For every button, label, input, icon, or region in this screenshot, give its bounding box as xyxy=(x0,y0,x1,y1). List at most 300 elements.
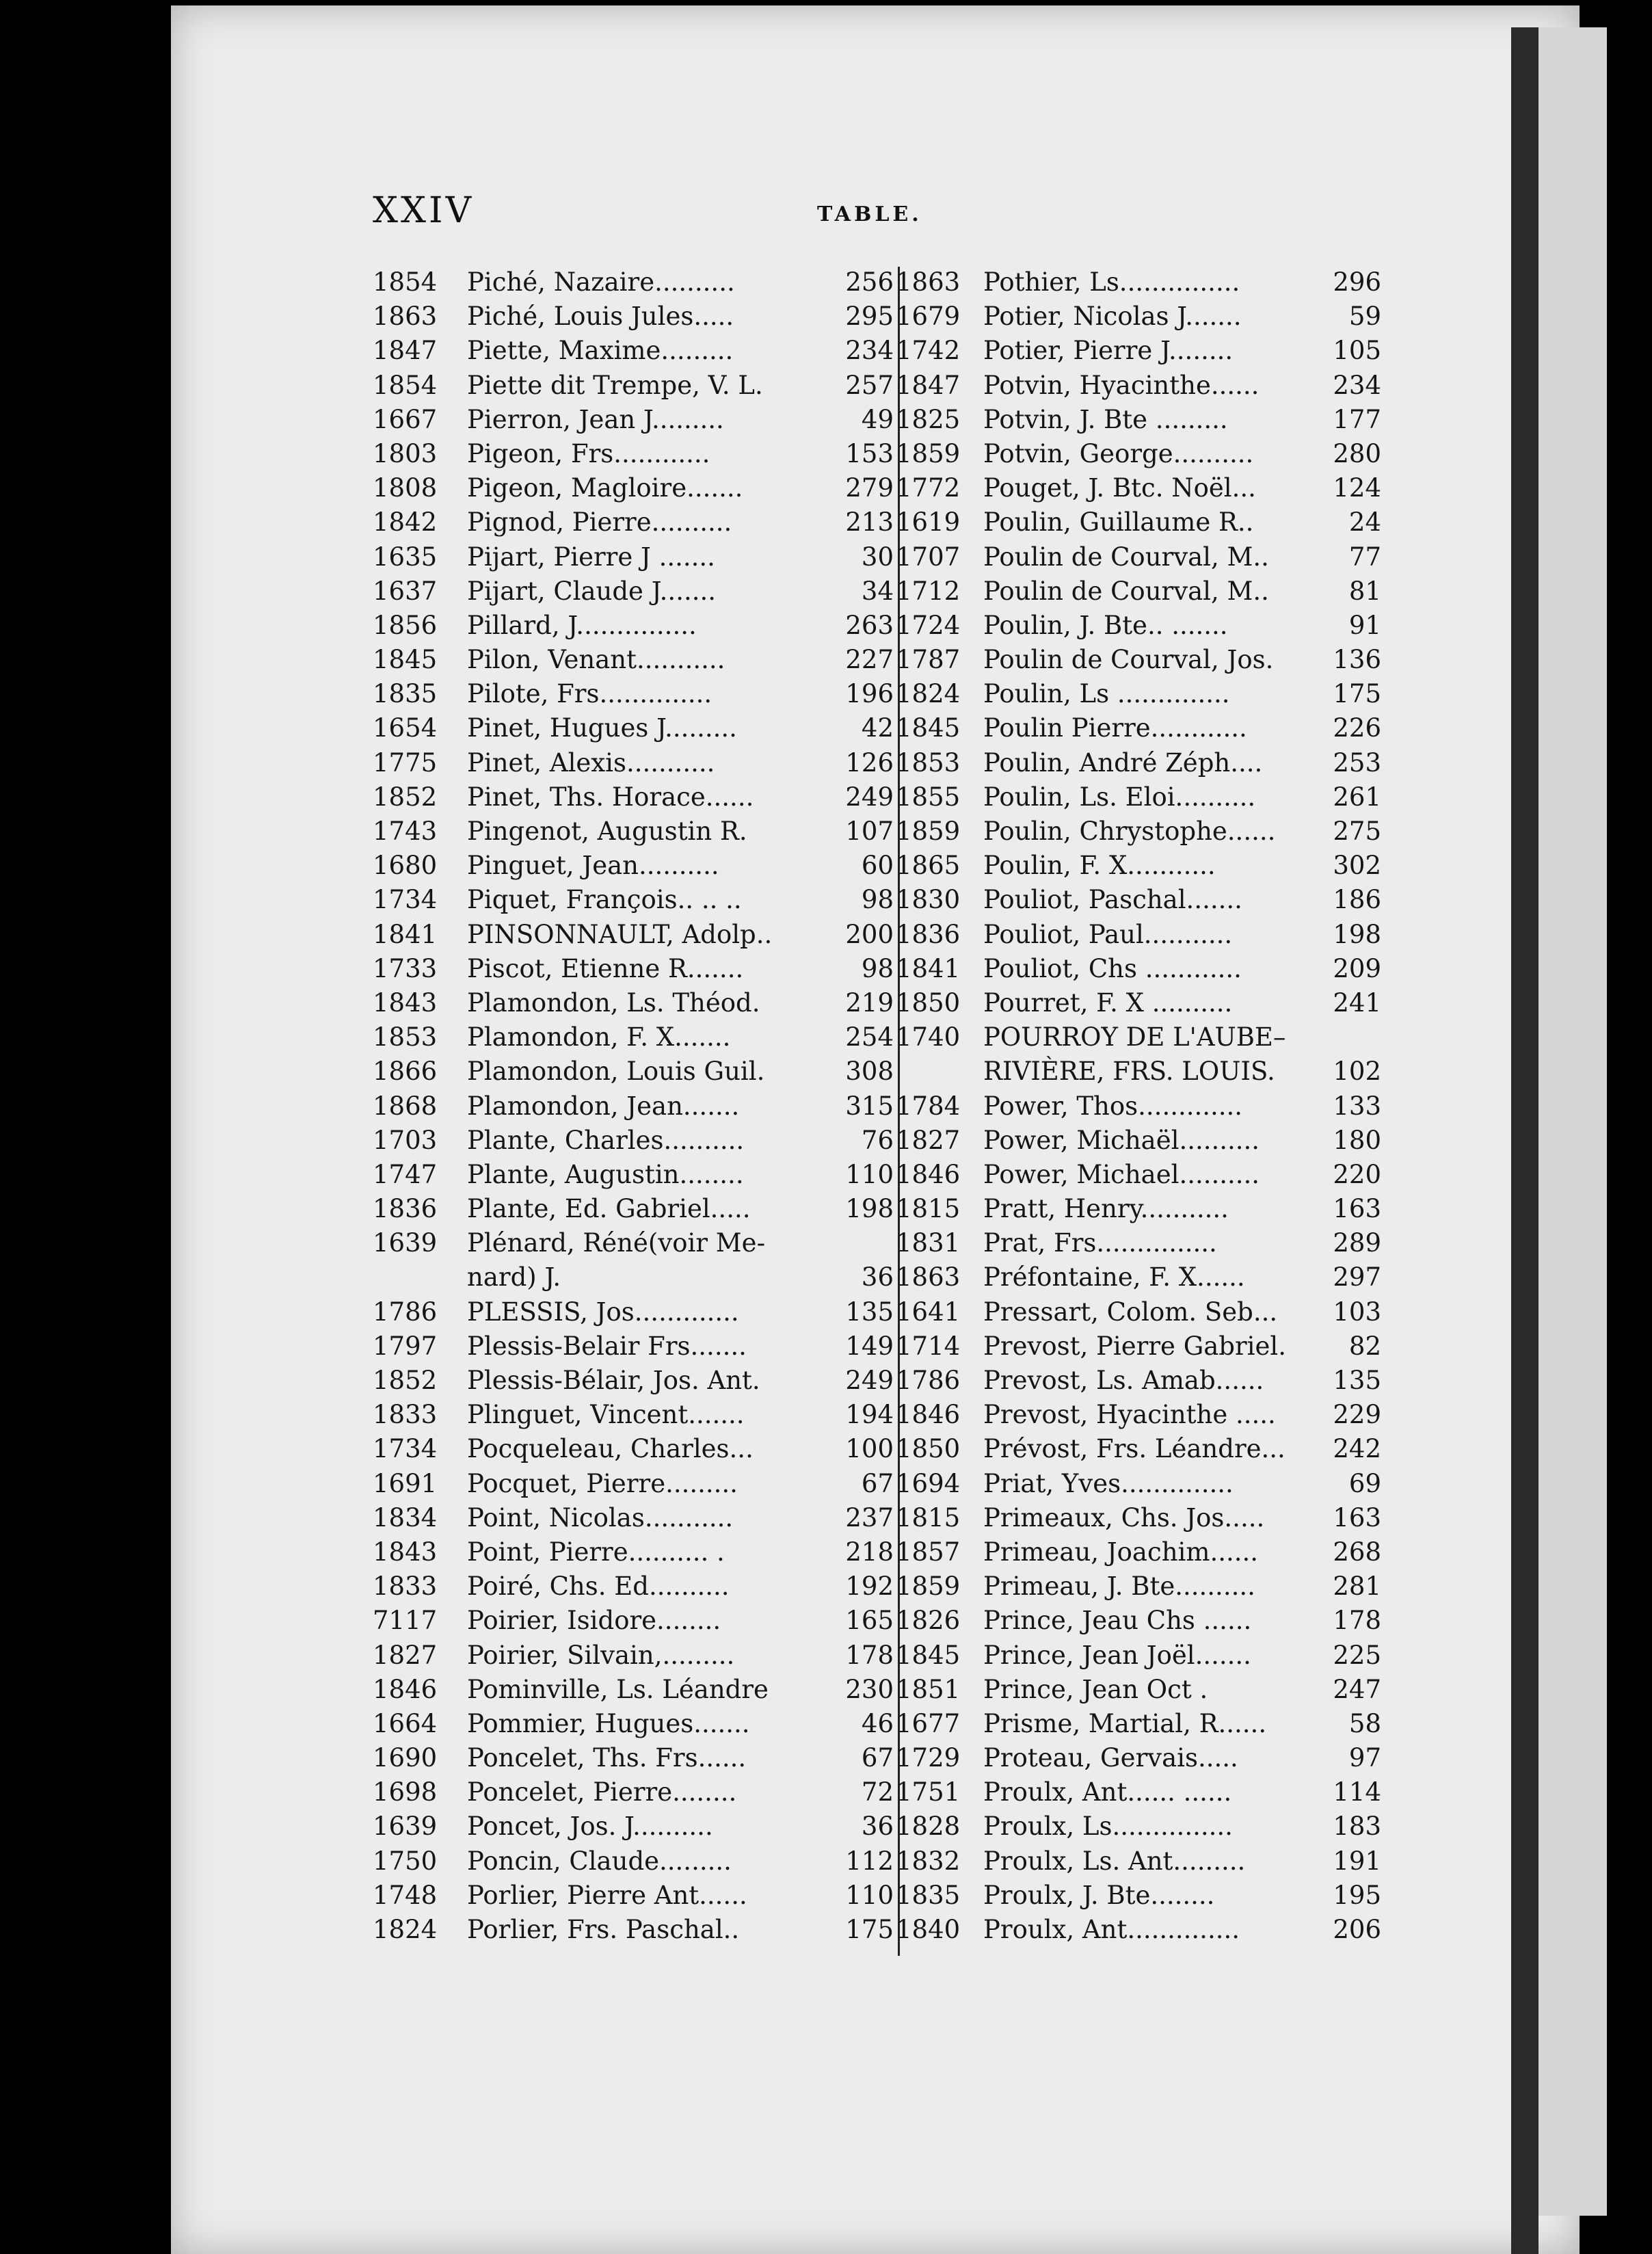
entry-page: 36 xyxy=(861,1262,894,1292)
entry-year: 1786 xyxy=(896,1366,961,1395)
entry-name: Pinet, Hugues J......... xyxy=(467,713,737,743)
entry-page: 191 xyxy=(1333,1846,1381,1876)
entry-name: Pijart, Pierre J ....... xyxy=(467,542,715,572)
entry-year: 1852 xyxy=(373,1366,438,1395)
index-entry xyxy=(896,1055,1395,1089)
entry-page: 280 xyxy=(1333,438,1381,468)
entry-year: 1847 xyxy=(373,336,438,366)
entry-name: Prevost, Hyacinthe ..... xyxy=(983,1400,1276,1430)
index-entry xyxy=(373,369,906,403)
index-entry xyxy=(896,609,1395,643)
entry-year: 1641 xyxy=(896,1297,961,1327)
entry-name: Poulin, F. X........... xyxy=(983,851,1216,881)
entry-name: Pocquet, Pierre......... xyxy=(467,1468,738,1498)
entry-name: POURROY DE L'AUBE– xyxy=(983,1022,1286,1052)
entry-year: 1826 xyxy=(896,1606,961,1636)
entry-name: Plessis-Bélair, Jos. Ant. xyxy=(467,1366,760,1395)
entry-name: Plante, Charles.......... xyxy=(467,1125,745,1155)
index-entry xyxy=(373,1775,906,1809)
entry-name: Prince, Jean Joël....... xyxy=(983,1640,1251,1670)
entry-page: 100 xyxy=(845,1434,894,1464)
index-entry xyxy=(373,403,906,437)
index-entry xyxy=(373,505,906,540)
entry-name: Plamondon, Louis Guil. xyxy=(467,1057,765,1087)
entry-name: Potvin, J. Bte ......... xyxy=(983,404,1228,434)
entry-page: 297 xyxy=(1333,1262,1381,1292)
entry-year: 1850 xyxy=(896,1434,961,1464)
index-entry xyxy=(896,677,1395,711)
entry-page: 302 xyxy=(1333,851,1381,881)
index-entry xyxy=(896,505,1395,540)
entry-year: 1841 xyxy=(896,953,961,983)
entry-name: Prévost, Frs. Léandre... xyxy=(983,1434,1285,1464)
entry-year: 1824 xyxy=(373,1915,438,1944)
entry-year: 1787 xyxy=(896,645,961,675)
entry-year: 1750 xyxy=(373,1846,438,1876)
index-entry xyxy=(896,1295,1395,1329)
entry-page: 49 xyxy=(861,404,894,434)
entry-page: 226 xyxy=(1333,713,1381,743)
entry-page: 194 xyxy=(845,1400,894,1430)
entry-name: Pocqueleau, Charles... xyxy=(467,1434,754,1464)
entry-year: 1825 xyxy=(896,404,961,434)
entry-year: 1835 xyxy=(896,1880,961,1910)
entry-page: 46 xyxy=(861,1708,894,1738)
entry-name: Porlier, Pierre Ant...... xyxy=(467,1880,747,1910)
entry-page: 59 xyxy=(1348,302,1381,332)
entry-name: Poulin, Guillaume R.. xyxy=(983,507,1254,538)
entry-page: 218 xyxy=(845,1537,894,1567)
entry-name: Pouliot, Paschal....... xyxy=(983,885,1242,915)
entry-name: Primeau, J. Bte.......... xyxy=(983,1572,1255,1602)
index-entry xyxy=(896,1226,1395,1260)
entry-page: 234 xyxy=(845,336,894,366)
index-entry xyxy=(373,1809,906,1844)
entry-name: Poulin, J. Bte.. ....... xyxy=(983,610,1228,640)
index-entry xyxy=(373,849,906,883)
entry-page: 112 xyxy=(845,1846,894,1876)
entry-year: 1859 xyxy=(896,1572,961,1602)
entry-name: RIVIÈRE, FRS. LOUIS. xyxy=(983,1057,1275,1087)
entry-page: 149 xyxy=(845,1331,894,1361)
entry-name: Pigeon, Magloire....... xyxy=(467,473,743,503)
entry-year: 1751 xyxy=(896,1777,961,1807)
entry-year: 1841 xyxy=(373,919,438,949)
index-entry xyxy=(896,1158,1395,1192)
entry-name: Piquet, François.. .. .. xyxy=(467,885,742,915)
entry-page: 105 xyxy=(1333,336,1381,366)
entry-page: 77 xyxy=(1348,542,1381,572)
index-entry xyxy=(373,265,906,300)
index-entry xyxy=(373,437,906,471)
index-entry xyxy=(896,780,1395,814)
entry-year: 1690 xyxy=(373,1743,438,1773)
index-entry xyxy=(896,1535,1395,1569)
entry-year: 1836 xyxy=(896,919,961,949)
entry-name: PINSONNAULT, Adolp.. xyxy=(467,919,773,949)
index-entry xyxy=(373,1501,906,1535)
entry-name: Piché, Louis Jules..... xyxy=(467,302,734,332)
page-number: XXIV xyxy=(373,190,475,231)
entry-name: Pingenot, Augustin R. xyxy=(467,817,747,846)
index-entry xyxy=(896,1192,1395,1226)
entry-name: Plénard, Réné(voir Me- xyxy=(467,1228,766,1258)
entry-page: 180 xyxy=(1333,1125,1381,1155)
entry-page: 177 xyxy=(1333,404,1381,434)
index-entry xyxy=(896,1260,1395,1295)
index-entry xyxy=(373,952,906,986)
index-entry xyxy=(373,1707,906,1741)
entry-name: Potvin, Hyacinthe...... xyxy=(983,370,1260,400)
entry-page: 234 xyxy=(1333,370,1381,400)
entry-page: 97 xyxy=(1348,1743,1381,1773)
index-entry xyxy=(896,643,1395,677)
entry-name: Proulx, Ant...... ...... xyxy=(983,1777,1232,1807)
entry-year: 1863 xyxy=(896,1262,961,1292)
entry-page: 237 xyxy=(845,1502,894,1533)
entry-year: 1803 xyxy=(373,438,438,468)
index-entry xyxy=(896,369,1395,403)
entry-name: Prat, Frs............... xyxy=(983,1228,1217,1258)
entry-name: Potier, Nicolas J....... xyxy=(983,302,1242,332)
index-entry xyxy=(896,574,1395,609)
entry-year: 1637 xyxy=(373,576,438,606)
entry-page: 249 xyxy=(845,782,894,812)
index-entry xyxy=(373,986,906,1020)
entry-page: 165 xyxy=(845,1606,894,1636)
index-entry xyxy=(373,540,906,574)
entry-year: 1832 xyxy=(896,1846,961,1876)
entry-page: 135 xyxy=(1333,1366,1381,1395)
index-entry xyxy=(896,437,1395,471)
index-entry xyxy=(373,1295,906,1329)
entry-year: 1815 xyxy=(896,1194,961,1224)
entry-year: 1707 xyxy=(896,542,961,572)
index-entry xyxy=(373,1639,906,1673)
index-entry xyxy=(896,1913,1395,1947)
index-entry xyxy=(896,300,1395,334)
entry-year: 1775 xyxy=(373,747,438,778)
entry-page: 198 xyxy=(845,1194,894,1224)
index-entry xyxy=(896,746,1395,780)
index-entry xyxy=(373,1192,906,1226)
entry-name: Pouliot, Paul........... xyxy=(983,919,1233,949)
entry-name: Plamondon, Ls. Théod. xyxy=(467,987,760,1018)
entry-year: 1772 xyxy=(896,473,961,503)
index-entry xyxy=(896,403,1395,437)
entry-page: 30 xyxy=(861,542,894,572)
entry-year: 1836 xyxy=(373,1194,438,1224)
index-entry xyxy=(373,1055,906,1089)
entry-year: 1847 xyxy=(896,370,961,400)
entry-name: Proulx, Ls. Ant......... xyxy=(983,1846,1246,1876)
index-entry xyxy=(373,918,906,952)
entry-name: Proteau, Gervais..... xyxy=(983,1743,1238,1773)
entry-page: 227 xyxy=(845,645,894,675)
entry-name: Poulin, Chrystophe...... xyxy=(983,817,1276,846)
index-entry xyxy=(373,1158,906,1192)
entry-name: Poulin de Courval, M.. xyxy=(983,576,1269,606)
entry-page: 136 xyxy=(1333,645,1381,675)
entry-year: 1667 xyxy=(373,404,438,434)
entry-year: 1734 xyxy=(373,885,438,915)
entry-name: Pommier, Hugues....... xyxy=(467,1708,750,1738)
entry-year: 1846 xyxy=(373,1674,438,1704)
entry-year: 1863 xyxy=(373,302,438,332)
entry-name: Poncet, Jos. J.......... xyxy=(467,1812,713,1842)
entry-page: 268 xyxy=(1333,1537,1381,1567)
entry-year: 1831 xyxy=(896,1228,961,1258)
entry-page: 102 xyxy=(1333,1057,1381,1087)
entry-page: 229 xyxy=(1333,1400,1381,1430)
index-entry xyxy=(373,574,906,609)
index-entry xyxy=(896,1809,1395,1844)
entry-name: Pinguet, Jean.......... xyxy=(467,851,719,881)
entry-year: 1694 xyxy=(896,1468,961,1498)
entry-name: Pratt, Henry........... xyxy=(983,1194,1229,1224)
entry-name: Point, Pierre.......... . xyxy=(467,1537,725,1567)
entry-year: 1866 xyxy=(373,1057,438,1087)
index-entry xyxy=(373,1260,906,1295)
entry-page: 254 xyxy=(845,1022,894,1052)
index-entry xyxy=(373,1741,906,1775)
entry-year: 1833 xyxy=(373,1572,438,1602)
entry-page: 241 xyxy=(1333,987,1381,1018)
entry-name: Pilote, Frs.............. xyxy=(467,679,712,709)
entry-year: 1664 xyxy=(373,1708,438,1738)
entry-page: 200 xyxy=(845,919,894,949)
entry-name: Plamondon, F. X....... xyxy=(467,1022,731,1052)
index-entry xyxy=(373,883,906,917)
index-entry xyxy=(896,1398,1395,1432)
entry-year: 1712 xyxy=(896,576,961,606)
entry-name: Pourret, F. X .......... xyxy=(983,987,1233,1018)
entry-page: 36 xyxy=(861,1812,894,1842)
entry-name: Pinet, Ths. Horace...... xyxy=(467,782,754,812)
entry-year: 1857 xyxy=(896,1537,961,1567)
index-column-right xyxy=(896,265,1395,1947)
entry-name: Plamondon, Jean....... xyxy=(467,1091,740,1121)
running-title: TABLE. xyxy=(817,202,922,226)
index-entry xyxy=(373,1432,906,1466)
index-column-left xyxy=(373,265,906,1947)
entry-page: 289 xyxy=(1333,1228,1381,1258)
entry-name: Piette dit Trempe, V. L. xyxy=(467,370,763,400)
index-entry xyxy=(373,300,906,334)
entry-year: 1835 xyxy=(373,679,438,709)
entry-year: 1845 xyxy=(373,645,438,675)
entry-year: 1714 xyxy=(896,1331,961,1361)
entry-page: 296 xyxy=(1333,267,1381,297)
entry-page: 98 xyxy=(861,953,894,983)
entry-year: 1808 xyxy=(373,473,438,503)
entry-page: 34 xyxy=(861,576,894,606)
entry-name: Priat, Yves.............. xyxy=(983,1468,1234,1498)
entry-name: Prisme, Martial, R...... xyxy=(983,1708,1267,1738)
entry-year: 1639 xyxy=(373,1812,438,1842)
entry-name: Poirier, Silvain,......... xyxy=(467,1640,735,1670)
entry-page: 72 xyxy=(861,1777,894,1807)
entry-year: 1840 xyxy=(896,1915,961,1944)
entry-page: 76 xyxy=(861,1125,894,1155)
index-entry xyxy=(896,952,1395,986)
entry-name: Prevost, Pierre Gabriel. xyxy=(983,1331,1287,1361)
entry-name: Potvin, George.......... xyxy=(983,438,1254,468)
entry-name: Plessis-Belair Frs....... xyxy=(467,1331,747,1361)
entry-page: 308 xyxy=(845,1057,894,1087)
entry-year: 1846 xyxy=(896,1159,961,1189)
index-entry xyxy=(896,1501,1395,1535)
entry-year: 1834 xyxy=(373,1502,438,1533)
adjacent-page xyxy=(1538,27,1607,2216)
entry-year: 1859 xyxy=(896,438,961,468)
entry-year: 1853 xyxy=(896,747,961,778)
entry-year: 1824 xyxy=(896,679,961,709)
index-entry xyxy=(896,883,1395,917)
entry-page: 213 xyxy=(845,507,894,538)
index-entry xyxy=(896,471,1395,505)
index-entry xyxy=(896,1844,1395,1879)
index-entry xyxy=(896,1673,1395,1707)
entry-name: Porlier, Frs. Paschal.. xyxy=(467,1915,740,1944)
entry-name: Pillard, J............... xyxy=(467,610,697,640)
entry-name: Poncelet, Pierre........ xyxy=(467,1777,737,1807)
index-entry xyxy=(373,1364,906,1398)
index-entry xyxy=(373,643,906,677)
index-entry xyxy=(896,1604,1395,1638)
entry-page: 281 xyxy=(1333,1572,1381,1602)
entry-year: 1733 xyxy=(373,953,438,983)
entry-name: Point, Nicolas........... xyxy=(467,1502,734,1533)
entry-page: 220 xyxy=(1333,1159,1381,1189)
entry-year: 7117 xyxy=(373,1606,438,1636)
entry-page: 178 xyxy=(845,1640,894,1670)
entry-page: 256 xyxy=(845,267,894,297)
entry-year: 1786 xyxy=(373,1297,438,1327)
entry-page: 183 xyxy=(1333,1812,1381,1842)
entry-page: 279 xyxy=(845,473,894,503)
entry-page: 135 xyxy=(845,1297,894,1327)
entry-name: Piette, Maxime......... xyxy=(467,336,734,366)
entry-name: Pinet, Alexis........... xyxy=(467,747,715,778)
entry-year: 1748 xyxy=(373,1880,438,1910)
entry-year: 1833 xyxy=(373,1400,438,1430)
entry-name: Pouget, J. Btc. Noël... xyxy=(983,473,1256,503)
index-entry xyxy=(896,1569,1395,1604)
index-entry xyxy=(373,1673,906,1707)
page-header xyxy=(373,190,1262,238)
entry-year: 1740 xyxy=(896,1022,961,1052)
entry-page: 153 xyxy=(845,438,894,468)
entry-name: Pilon, Venant........... xyxy=(467,645,725,675)
entry-name: Power, Michaël.......... xyxy=(983,1125,1260,1155)
entry-page: 242 xyxy=(1333,1434,1381,1464)
entry-name: Pigeon, Frs............ xyxy=(467,438,710,468)
entry-name: Plante, Ed. Gabriel..... xyxy=(467,1194,751,1224)
entry-name: Power, Michael.......... xyxy=(983,1159,1260,1189)
entry-year: 1830 xyxy=(896,885,961,915)
index-entry xyxy=(373,1020,906,1055)
entry-page: 107 xyxy=(845,817,894,846)
entry-page: 91 xyxy=(1348,610,1381,640)
entry-name: Poulin, Ls .............. xyxy=(983,679,1230,709)
index-entry xyxy=(373,334,906,368)
index-entry xyxy=(373,1604,906,1638)
entry-name: Piscot, Etienne R....... xyxy=(467,953,744,983)
entry-page: 42 xyxy=(861,713,894,743)
entry-year: 1842 xyxy=(373,507,438,538)
entry-page: 219 xyxy=(845,987,894,1018)
entry-year: 1845 xyxy=(896,713,961,743)
entry-page: 186 xyxy=(1333,885,1381,915)
entry-page: 163 xyxy=(1333,1502,1381,1533)
entry-page: 225 xyxy=(1333,1640,1381,1670)
entry-name: Poulin Pierre............ xyxy=(983,713,1247,743)
index-entry xyxy=(373,1089,906,1124)
entry-year: 1854 xyxy=(373,370,438,400)
index-entry xyxy=(373,1844,906,1879)
entry-year: 1654 xyxy=(373,713,438,743)
entry-name: Primeaux, Chs. Jos..... xyxy=(983,1502,1265,1533)
entry-year: 1852 xyxy=(373,782,438,812)
index-entry xyxy=(373,1226,906,1260)
index-entry xyxy=(373,609,906,643)
entry-year: 1784 xyxy=(896,1091,961,1121)
entry-page: 60 xyxy=(861,851,894,881)
entry-year: 1846 xyxy=(896,1400,961,1430)
index-entry xyxy=(896,918,1395,952)
index-entry xyxy=(373,677,906,711)
entry-page: 209 xyxy=(1333,953,1381,983)
index-entry xyxy=(373,1124,906,1158)
entry-year: 1698 xyxy=(373,1777,438,1807)
entry-name: Prince, Jeau Chs ...... xyxy=(983,1606,1252,1636)
index-entry xyxy=(896,265,1395,300)
entry-year: 1743 xyxy=(373,817,438,846)
entry-year: 1747 xyxy=(373,1159,438,1189)
entry-year: 1742 xyxy=(896,336,961,366)
entry-year: 1868 xyxy=(373,1091,438,1121)
entry-year: 1679 xyxy=(896,302,961,332)
index-entry xyxy=(896,1124,1395,1158)
entry-name: Pignod, Pierre.......... xyxy=(467,507,732,538)
entry-page: 103 xyxy=(1333,1297,1381,1327)
index-entry xyxy=(373,1398,906,1432)
entry-page: 178 xyxy=(1333,1606,1381,1636)
entry-page: 98 xyxy=(861,885,894,915)
entry-page: 263 xyxy=(845,610,894,640)
index-entry xyxy=(373,780,906,814)
entry-year: 1827 xyxy=(896,1125,961,1155)
entry-year: 1680 xyxy=(373,851,438,881)
entry-page: 163 xyxy=(1333,1194,1381,1224)
entry-page: 110 xyxy=(845,1880,894,1910)
index-entry xyxy=(373,1467,906,1501)
entry-year: 1863 xyxy=(896,267,961,297)
index-entry xyxy=(373,1913,906,1947)
entry-year: 1865 xyxy=(896,851,961,881)
entry-page: 261 xyxy=(1333,782,1381,812)
index-entry xyxy=(373,1569,906,1604)
entry-page: 81 xyxy=(1348,576,1381,606)
entry-name: Pothier, Ls............... xyxy=(983,267,1240,297)
entry-page: 253 xyxy=(1333,747,1381,778)
index-entry xyxy=(896,334,1395,368)
entry-year: 1619 xyxy=(896,507,961,538)
entry-page: 110 xyxy=(845,1159,894,1189)
entry-page: 67 xyxy=(861,1468,894,1498)
entry-name: Poirier, Isidore........ xyxy=(467,1606,721,1636)
